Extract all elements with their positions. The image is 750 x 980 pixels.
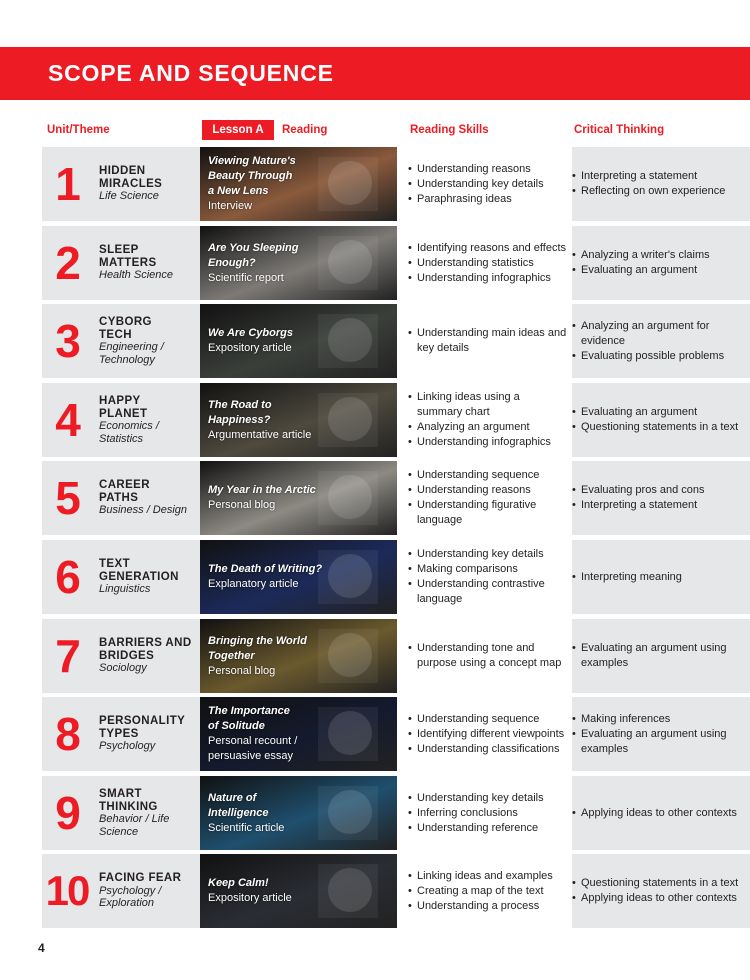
header-unit-theme: Unit/Theme — [47, 124, 110, 136]
reading-skill-item: • Understanding statistics — [408, 256, 568, 271]
reading-skill-item: • Understanding infographics — [408, 435, 568, 450]
reading-type: Argumentative article — [208, 428, 312, 441]
unit-theme-name: HIDDEN — [99, 165, 146, 178]
reading-caption — [208, 619, 328, 693]
unit-theme-name: MATTERS — [99, 256, 157, 269]
reading-title: Intelligence — [208, 806, 269, 819]
reading-photo — [200, 854, 397, 928]
unit-subject: Linguistics — [99, 583, 151, 596]
reading-title: The Road to Happiness? — [208, 398, 272, 426]
reading-skills-list — [408, 540, 568, 614]
reading-skill-item: • Identifying different viewpoints — [408, 727, 568, 742]
critical-thinking-item: • Questioning statements in a text — [572, 420, 747, 435]
reading-skill-item: • Understanding tone and purpose using a concept map — [408, 641, 568, 671]
unit-theme — [99, 619, 199, 693]
critical-thinking-item: • Analyzing a writer's claims — [572, 248, 747, 263]
critical-thinking-item: • Questioning statements in a text — [572, 876, 747, 891]
critical-thinking-list — [572, 697, 747, 771]
reading-title: Together — [208, 649, 255, 662]
critical-thinking-item: • Interpreting meaning — [572, 570, 747, 585]
reading-skills-list — [408, 226, 568, 300]
header-lesson-tag: Lesson A — [202, 120, 274, 140]
reading-caption — [208, 540, 328, 614]
critical-thinking-item: • Evaluating an argument using examples — [572, 641, 747, 671]
unit-row — [42, 854, 750, 928]
reading-skill-item: • Understanding figurative language — [408, 498, 568, 528]
critical-thinking-item: • Making inferences — [572, 712, 747, 727]
reading-type: persuasive essay — [208, 750, 293, 762]
reading-photo — [200, 697, 397, 771]
critical-thinking-item: • Analyzing an argument for evidence — [572, 319, 747, 349]
reading-skill-item: • Understanding key details — [408, 791, 568, 806]
unit-number: 6 — [55, 551, 79, 603]
unit-theme-name: PATHS — [99, 491, 139, 504]
unit-theme-name: GENERATION — [99, 570, 179, 583]
title-banner — [0, 47, 750, 100]
reading-skill-item: • Linking ideas using a summary chart — [408, 390, 568, 420]
unit-theme — [99, 697, 199, 771]
reading-title: Keep Calm! — [208, 877, 269, 889]
unit-number: 8 — [55, 708, 79, 760]
reading-title: The Importance — [208, 705, 290, 717]
unit-row — [42, 619, 750, 693]
unit-subject: Technology — [99, 353, 155, 366]
unit-subject: Science — [99, 825, 139, 838]
reading-caption — [208, 383, 328, 457]
unit-row — [42, 461, 750, 535]
critical-thinking-item: • Applying ideas to other contexts — [572, 806, 747, 821]
unit-subject: Psychology — [99, 740, 156, 753]
reading-type: Personal blog — [208, 664, 276, 677]
critical-thinking-list — [572, 540, 747, 614]
unit-theme-name: TECH — [99, 328, 132, 341]
unit-row — [42, 147, 750, 221]
reading-skill-item: • Understanding reference — [408, 821, 568, 836]
reading-caption — [208, 147, 328, 221]
unit-subject: Exploration — [99, 897, 155, 910]
unit-subject: Psychology / — [99, 884, 162, 897]
critical-thinking-list — [572, 776, 747, 850]
reading-title: We Are Cyborgs — [208, 327, 293, 339]
unit-number: 4 — [55, 394, 79, 446]
critical-thinking-item: • Reflecting on own experience — [572, 184, 747, 199]
unit-theme — [99, 854, 199, 928]
unit-theme-name: PERSONALITY — [99, 715, 186, 728]
reading-photo — [200, 461, 397, 535]
critical-thinking-list — [572, 147, 747, 221]
critical-thinking-item: • Evaluating an argument — [572, 263, 747, 278]
reading-skills-list — [408, 854, 568, 928]
reading-photo — [200, 383, 397, 457]
reading-skills-list — [408, 383, 568, 457]
reading-skills-list — [408, 304, 568, 378]
unit-theme — [99, 776, 199, 850]
reading-skill-item: • Understanding reasons — [408, 483, 568, 498]
unit-subject: Engineering / — [99, 341, 164, 353]
reading-title: Beauty Through — [208, 170, 293, 182]
unit-theme-name: TYPES — [99, 727, 139, 740]
critical-thinking-list — [572, 854, 747, 928]
reading-caption — [208, 461, 328, 535]
reading-photo — [200, 540, 397, 614]
reading-photo — [200, 147, 397, 221]
unit-number: 2 — [55, 237, 79, 289]
reading-skill-item: • Inferring conclusions — [408, 806, 568, 821]
reading-title: The Death of Writing? — [208, 563, 323, 575]
unit-row — [42, 540, 750, 614]
unit-subject: Statistics — [99, 432, 144, 445]
unit-theme-name: SLEEP — [99, 244, 139, 257]
reading-skills-list — [408, 776, 568, 850]
reading-photo — [200, 776, 397, 850]
reading-skill-item: • Understanding sequence — [408, 712, 568, 727]
reading-caption — [208, 854, 328, 928]
unit-number: 5 — [55, 472, 79, 524]
reading-title: Enough? — [208, 256, 256, 269]
reading-skill-item: • Linking ideas and examples — [408, 869, 568, 884]
unit-row — [42, 383, 750, 457]
unit-number: 1 — [55, 158, 79, 210]
unit-number: 3 — [55, 315, 79, 367]
critical-thinking-item: • Evaluating an argument using examples — [572, 727, 747, 757]
reading-photo — [200, 304, 397, 378]
unit-theme-name: PLANET — [99, 407, 148, 420]
reading-skills-list — [408, 461, 568, 535]
reading-title: Viewing Nature's — [208, 155, 296, 167]
reading-type: Scientific article — [208, 821, 285, 834]
critical-thinking-list — [572, 619, 747, 693]
reading-title: a New Lens — [208, 185, 269, 197]
unit-number: 9 — [55, 787, 79, 839]
unit-theme-name: MIRACLES — [99, 177, 163, 190]
reading-caption — [208, 697, 328, 771]
unit-theme-name: CAREER — [99, 479, 150, 492]
critical-thinking-item: • Evaluating an argument — [572, 405, 747, 420]
reading-title: Nature of — [208, 791, 257, 804]
unit-row — [42, 697, 750, 771]
critical-thinking-list — [572, 383, 747, 457]
unit-number: 7 — [55, 630, 79, 682]
header-reading: Reading — [282, 124, 328, 136]
critical-thinking-item: • Applying ideas to other contexts — [572, 891, 747, 906]
unit-theme — [99, 461, 199, 535]
reading-caption — [208, 776, 328, 850]
reading-skill-item: • Making comparisons — [408, 562, 568, 577]
reading-photo — [200, 619, 397, 693]
critical-thinking-list — [572, 461, 747, 535]
unit-theme — [99, 226, 199, 300]
unit-subject: Health Science — [99, 269, 173, 282]
unit-theme-name: THINKING — [99, 800, 158, 813]
unit-number: 10 — [45, 867, 89, 914]
reading-title: My Year in the Arctic — [208, 484, 316, 496]
reading-type: Expository article — [208, 342, 292, 354]
critical-thinking-list — [572, 304, 747, 378]
reading-title: of Solitude — [208, 720, 265, 732]
unit-theme-name: TEXT — [99, 558, 130, 571]
reading-photo — [200, 226, 397, 300]
reading-skill-item: • Understanding key details — [408, 177, 568, 192]
critical-thinking-item: • Evaluating possible problems — [572, 349, 747, 364]
unit-row — [42, 776, 750, 850]
reading-title: Are You Sleeping — [208, 241, 299, 254]
reading-caption — [208, 226, 328, 300]
unit-row — [42, 226, 750, 300]
reading-caption — [208, 304, 328, 378]
reading-skill-item: • Understanding classifications — [408, 742, 568, 757]
unit-theme-name: CYBORG — [99, 316, 152, 328]
unit-subject: Life Science — [99, 190, 159, 203]
unit-subject: Sociology — [99, 662, 147, 675]
unit-theme — [99, 304, 199, 378]
reading-skills-list — [408, 619, 568, 693]
unit-subject: Behavior / Life — [99, 813, 170, 825]
reading-skill-item: • Paraphrasing ideas — [408, 192, 568, 207]
reading-type: Scientific report — [208, 271, 284, 284]
critical-thinking-item: • Interpreting a statement — [572, 169, 747, 184]
reading-skill-item: • Analyzing an argument — [408, 420, 568, 435]
unit-theme-name: BRIDGES — [99, 649, 155, 662]
reading-skill-item: • Understanding key details — [408, 547, 568, 562]
reading-skill-item: • Understanding contrastive language — [408, 577, 568, 607]
reading-skills-list — [408, 697, 568, 771]
reading-skill-item: • Understanding reasons — [408, 162, 568, 177]
unit-subject: Economics / — [99, 420, 159, 432]
critical-thinking-list — [572, 226, 747, 300]
page-number: 4 — [38, 941, 45, 955]
critical-thinking-item: • Interpreting a statement — [572, 498, 747, 513]
unit-subject: Business / Design — [99, 504, 188, 517]
reading-skill-item: • Understanding a process — [408, 899, 568, 914]
header-critical-thinking: Critical Thinking — [574, 124, 665, 136]
unit-theme — [99, 147, 199, 221]
reading-skill-item: • Understanding main ideas and key details — [408, 326, 568, 356]
page-title: SCOPE AND SEQUENCE — [48, 60, 334, 86]
reading-skill-item: • Creating a map of the text — [408, 884, 568, 899]
unit-theme-name: SMART — [99, 788, 142, 800]
unit-theme-name: HAPPY — [99, 395, 141, 407]
reading-skills-list — [408, 147, 568, 221]
reading-skill-item: • Identifying reasons and effects — [408, 241, 568, 256]
reading-title: Bringing the World — [208, 634, 307, 647]
unit-row — [42, 304, 750, 378]
reading-type: Personal blog — [208, 499, 276, 511]
reading-skill-item: • Understanding infographics — [408, 271, 568, 286]
reading-type: Interview — [208, 200, 253, 212]
reading-type: Explanatory article — [208, 578, 299, 590]
critical-thinking-item: • Evaluating pros and cons — [572, 483, 747, 498]
reading-type: Personal recount / — [208, 735, 298, 747]
reading-type: Expository article — [208, 892, 292, 904]
unit-theme-name: FACING FEAR — [99, 872, 182, 885]
unit-theme-name: BARRIERS AND — [99, 637, 192, 650]
unit-theme — [99, 383, 199, 457]
unit-theme — [99, 540, 199, 614]
reading-skill-item: • Understanding sequence — [408, 468, 568, 483]
header-reading-skills: Reading Skills — [410, 124, 489, 136]
